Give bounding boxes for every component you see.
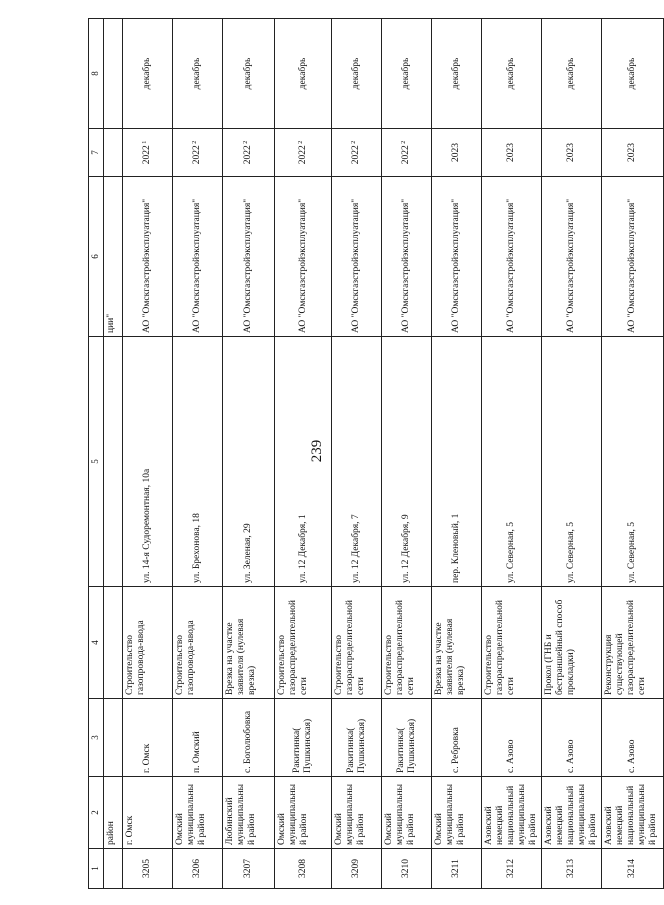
cell-organization [123,177,173,337]
cell-month-text: декабрь [243,57,253,90]
cell-address-text: ул. Северная, 5 [566,521,576,583]
cell-address-text: пер. Кленовый, 1 [451,513,461,583]
cell-year [602,129,664,177]
table-row [173,19,223,889]
cell-organization-text: АО "Омскгазстройэксплуатация" [351,198,361,333]
cell-work-type-text: Строительство газораспределительной сети [277,600,309,695]
cell-district [223,777,275,849]
header-cell: 8 [89,19,104,129]
cell-month-text: декабрь [351,57,361,90]
cell-year [275,129,332,177]
cell-locality [602,699,664,777]
cell-year-text: 2023 [627,143,637,162]
table-row [482,19,542,889]
cell-address-text: ул. Северная, 5 [506,521,516,583]
table-row [223,19,275,889]
cell-district [332,777,382,849]
header-cell: 6 [89,177,104,337]
cell-district [173,777,223,849]
cell-year [173,129,223,177]
cell-address [382,337,432,587]
cell-district-text: Азовский немецкий национальный муниципальный район [484,783,538,845]
cell-district-text: Омский муниципальный район [384,783,416,845]
cell-year [432,129,482,177]
cell-district-text: г. Омск [125,815,135,845]
cell-year-text: 2022 [243,145,253,165]
cell-address-text: ул. Брехонова, 18 [192,513,202,583]
header-cell: 2 [89,777,104,849]
cell-year [223,129,275,177]
cell-work-type [542,587,602,699]
cell-year-text: 2022 [192,145,202,165]
cell-month [223,19,275,129]
cell-number [275,849,332,889]
cell-organization-text: АО "Омскгазстройэксплуатация" [506,198,516,333]
cell-work-type-text: Строительство газораспределительной сети [484,600,516,695]
header-cell: 4 [89,587,104,699]
cell-work-type [332,587,382,699]
cell-number-text: 3211 [451,859,461,878]
table-row [542,19,602,889]
cell-locality [542,699,602,777]
cell-address-text: ул. 12 Декабря, 7 [351,514,361,583]
cell-organization-text: АО "Омскгазстройэксплуатация" [142,198,152,333]
header-cell: 3 [89,699,104,777]
cell-organization-text: АО "Омскгазстройэксплуатация" [243,198,253,333]
cell-month [542,19,602,129]
cell-locality-text: п. Омский [192,731,202,773]
cell-year [332,129,382,177]
cell-address [104,337,123,587]
cell-work-type-text: Реконструкция существующей газораспределительной сети [604,600,647,695]
cell-address-text: ул. Северная, 5 [627,521,637,583]
cell-organization [173,177,223,337]
cell-organization [223,177,275,337]
cell-number-text: 3205 [142,859,152,878]
rotated-table-container [88,19,658,889]
header-row [89,19,104,889]
cell-locality [482,699,542,777]
cell-number [332,849,382,889]
cell-locality-text: г. Омск [142,743,152,773]
cell-district [275,777,332,849]
cell-month [104,19,123,129]
cell-work-type [382,587,432,699]
cell-address [223,337,275,587]
cell-work-type [275,587,332,699]
cell-district-text: Омский муниципальный район [434,783,466,845]
cell-month-text: декабрь [297,57,308,90]
table-row [123,19,173,889]
cell-locality-text: с. Ребровка [451,727,461,773]
cell-locality-text: Ракитинка( Пушкинская) [292,718,313,773]
cell-organization-text: АО "Омскгазстройэксплуатация" [192,198,202,333]
footnote-mark: 1 [142,140,148,146]
cell-month-text: декабрь [627,57,637,90]
cell-address [432,337,482,587]
footnote-mark: 2 [351,140,357,146]
cell-work-type-text: Прокол (ГНБ и бестраншейный способ прокладки) [544,599,576,695]
gasification-table [88,18,664,889]
cell-month [123,19,173,129]
footnote-mark: 2 [192,140,198,146]
cell-year [123,129,173,177]
cell-month-text: декабрь [401,57,411,90]
cell-work-type [223,587,275,699]
cell-address-text: ул. 14-я Судоремонтная, 10а [142,468,152,583]
cell-address [602,337,664,587]
cell-number [482,849,542,889]
cell-district-text: Омский муниципальный район [175,783,207,845]
cell-district-text: Любинский муниципальный район [225,783,257,845]
cell-year-text: 2022 [351,145,361,165]
cell-month-text: декабрь [451,57,461,90]
table-row [432,19,482,889]
cell-work-type [432,587,482,699]
cell-locality-text: с. Азово [506,739,516,773]
cell-district: район [104,777,123,849]
cell-number [104,849,123,889]
cell-month [173,19,223,129]
cell-locality [382,699,432,777]
cell-district [382,777,432,849]
cell-organization [602,177,664,337]
cell-address-text: ул. 12 Декабря, 9 [401,514,411,583]
cell-number-text: 3208 [297,859,308,878]
cell-year [104,129,123,177]
cell-address [542,337,602,587]
cell-number [173,849,223,889]
cell-district [123,777,173,849]
cell-locality [432,699,482,777]
cell-organization-text: АО "Омскгазстройэксплуатация" [401,198,411,333]
footnote-mark: 2 [243,140,249,146]
cell-number [432,849,482,889]
cell-organization [482,177,542,337]
cell-number-text: 3212 [506,859,516,878]
cell-year-text: 2023 [566,143,576,162]
cell-work-type [104,587,123,699]
continuation-row [104,19,123,889]
header-cell: 7 [89,129,104,177]
cell-work-type [602,587,664,699]
cell-month-text: декабрь [506,57,516,90]
cell-year-text: 2022 [142,145,152,165]
cell-month [482,19,542,129]
table-row [275,19,332,889]
table-row [382,19,432,889]
footnote-mark: 2 [401,140,407,146]
cell-district [432,777,482,849]
cell-number [123,849,173,889]
cell-locality [332,699,382,777]
cell-locality-text: Ракитинка( Пушкинская) [345,718,367,773]
cell-year [382,129,432,177]
cell-year-text: 2022 [297,145,308,165]
cell-year-text: 2023 [451,143,461,162]
cell-year-text: 2023 [506,143,516,162]
cell-month [332,19,382,129]
cell-locality [123,699,173,777]
cell-district [482,777,542,849]
cell-work-type-text: Врезка на участке заявителя (нулевая врезка) [434,618,466,695]
cell-organization-text: АО "Омскгазстройэксплуатация" [451,198,461,333]
cell-address [332,337,382,587]
cell-number [382,849,432,889]
cell-organization [332,177,382,337]
cell-year [542,129,602,177]
cell-locality-text: с. Азово [627,739,637,773]
cell-work-type-text: Строительство газораспределительной сети [334,600,366,695]
cell-work-type [173,587,223,699]
cell-work-type-text: Строительство газопровода-ввода [125,620,146,695]
cell-address [173,337,223,587]
cell-month-text: декабрь [566,57,576,90]
table-row [332,19,382,889]
cell-year [482,129,542,177]
cell-number-text: 3210 [401,859,411,878]
cell-locality-text: с. Боголюбовка [243,710,253,773]
cell-organization [382,177,432,337]
cell-number-text: 3206 [192,859,202,878]
cell-organization-text: АО "Омскгазстройэксплуатация" [627,198,637,333]
header-cell: 1 [89,849,104,889]
cell-number-text: 3207 [243,859,253,878]
table-row [602,19,664,889]
cell-district-text: Азовский немецкий национальный муниципальный район [544,783,598,845]
cell-district [602,777,664,849]
cell-organization [432,177,482,337]
cell-address-text: ул. Зеленая, 29 [243,523,253,583]
cell-month [432,19,482,129]
cell-work-type-text: Врезка на участке заявителя (нулевая врезка) [225,618,257,695]
cell-number [223,849,275,889]
cell-month-text: декабрь [192,57,202,90]
cell-number-text: 3213 [566,859,576,878]
cell-address [275,337,332,587]
cell-work-type [482,587,542,699]
page-number: 239 [309,439,325,463]
cell-locality [173,699,223,777]
cell-number-text: 3209 [351,859,361,878]
cell-locality-text: Ракитинка( Пушкинская) [395,718,417,773]
cell-district-text: Азовский немецкий национальный муниципальный район [604,783,658,845]
cell-number-text: 3214 [627,859,637,878]
cell-month [275,19,332,129]
cell-month [602,19,664,129]
cell-locality [223,699,275,777]
cell-locality-text: с. Азово [566,739,576,773]
cell-organization-text: АО "Омскгазстройэксплуатация" [297,198,308,333]
cell-address [482,337,542,587]
cell-work-type-text: Строительство газопровода-ввода [175,620,196,695]
cell-locality [275,699,332,777]
cell-organization-text: АО "Омскгазстройэксплуатация" [566,198,576,333]
header-cell: 5 [89,337,104,587]
cell-district-text: Омский муниципальный район [277,783,309,845]
cell-district-text: Омский муниципальный район [334,783,366,845]
cell-locality [104,699,123,777]
footnote-mark: 2 [297,140,304,146]
cell-year-text: 2022 [401,145,411,165]
cell-address [123,337,173,587]
cell-address-text: ул. 12 Декабря, 1 [297,514,308,583]
cell-number [602,849,664,889]
cell-district [542,777,602,849]
cell-month-text: декабрь [142,57,152,90]
cell-organization [275,177,332,337]
cell-number [542,849,602,889]
cell-organization: ции" [104,177,123,337]
cell-work-type [123,587,173,699]
cell-month [382,19,432,129]
cell-organization [542,177,602,337]
cell-work-type-text: Строительство газораспределительной сети [384,600,416,695]
